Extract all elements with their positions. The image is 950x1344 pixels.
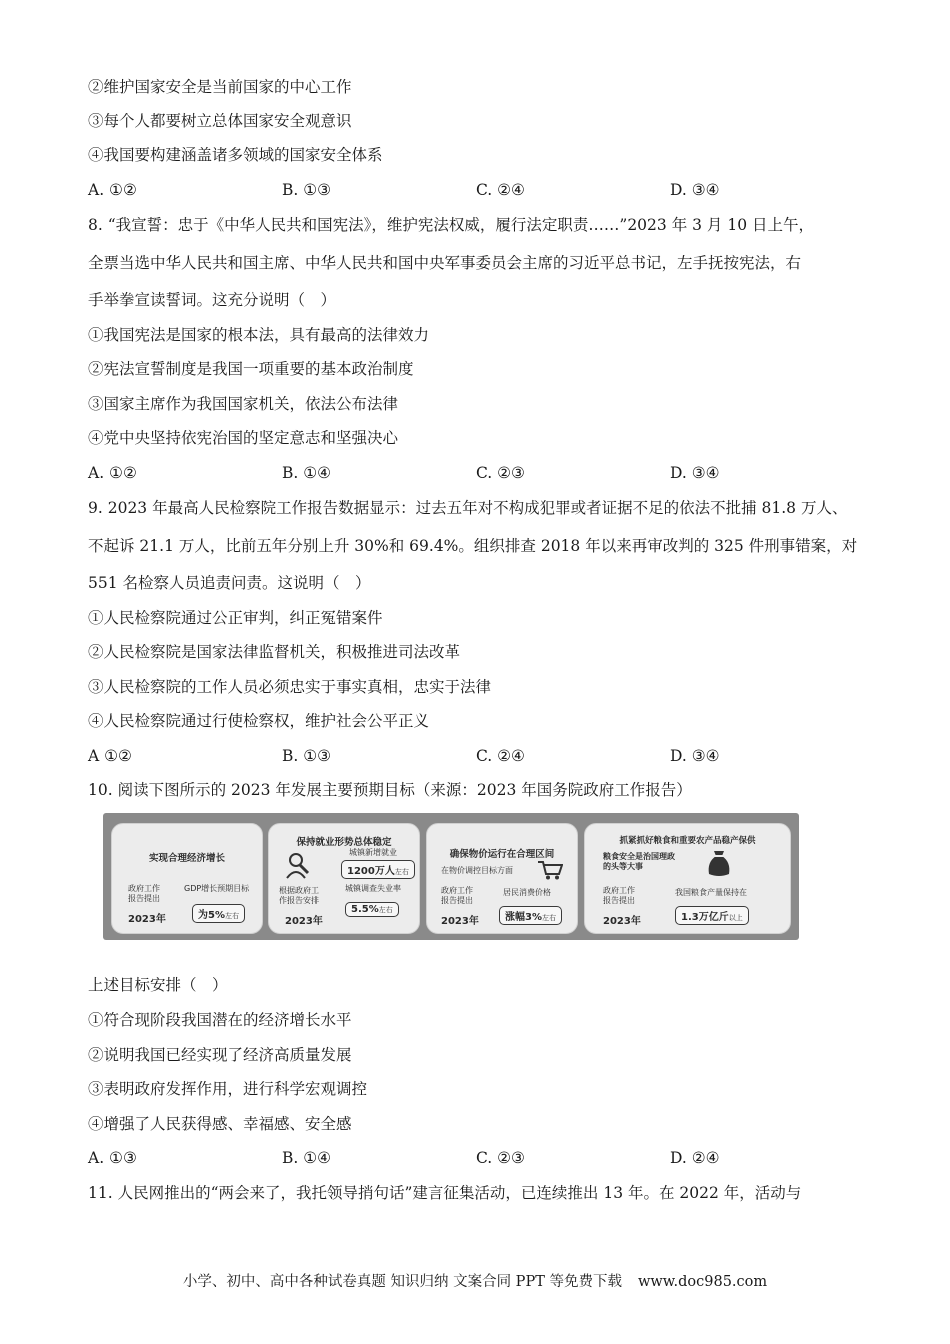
card-unit-2: 左右 xyxy=(378,906,393,914)
page-footer xyxy=(0,1270,950,1291)
footer-url[interactable]: www.doc985.com xyxy=(637,1274,768,1290)
question-7-statement-3: ③每个人都要树立总体国家安全观意识 xyxy=(88,112,352,130)
option-c: C. ②④ xyxy=(476,747,525,765)
shopping-cart-icon xyxy=(537,860,563,880)
card-unit: 以上 xyxy=(728,914,743,922)
card-metric: GDP增长预期目标 xyxy=(184,884,250,893)
card-unit: 左右 xyxy=(394,868,409,876)
card-metric: 居民消费价格 xyxy=(503,888,551,897)
development-targets-infographic xyxy=(103,813,799,940)
card-left-label: 政府工作 报告提出 xyxy=(441,886,473,905)
question-10-statement-4: ④增强了人民获得感、幸福感、安全感 xyxy=(88,1115,352,1133)
card-left-label: 政府工作 报告提出 xyxy=(128,884,160,903)
question-8-statement-1: ①我国宪法是国家的根本法，具有最高的法律效力 xyxy=(88,326,430,344)
card-year: 2023年 xyxy=(285,916,323,927)
target-card-grain xyxy=(584,823,791,934)
question-8-stem-line-1: 8. “我宣誓：忠于《中华人民共和国宪法》，维护宪法权威，履行法定职责……”2023 年 3 月 10 日上午， xyxy=(88,216,814,234)
card-year: 2023年 xyxy=(441,916,479,927)
option-d: D. ③④ xyxy=(670,181,720,199)
option-b: B. ①③ xyxy=(282,181,332,199)
option-a: A. ①② xyxy=(88,181,137,199)
target-card-growth xyxy=(111,823,263,934)
question-11-stem-line-1: 11. 人民网推出的“两会来了，我托领导捎句话”建言征集活动，已连续推出 13 年。在 2022 年，活动与 xyxy=(88,1184,802,1202)
card-value-badge xyxy=(675,906,749,925)
question-9-statement-1: ①人民检察院通过公正审判，纠正冤错案件 xyxy=(88,609,383,627)
question-9-stem-line-3: 551 名检察人员追责问责。这说明（ ） xyxy=(88,574,371,592)
card-title: 确保物价运行在合理区间 xyxy=(449,849,555,860)
card-top-right: 城镇新增就业 xyxy=(349,848,397,857)
footer-text: 小学、初中、高中各种试卷真题 知识归纳 文案合同 PPT 等免费下载 xyxy=(182,1274,622,1290)
card-year: 2023年 xyxy=(128,914,166,925)
card-value: 1.3万亿斤 xyxy=(681,912,729,923)
question-10-stem: 10. 阅读下图所示的 2023 年发展主要预期目标（来源：2023 年国务院政府工作报告） xyxy=(88,781,692,799)
question-8-stem-line-3: 手举拳宣读誓词。这充分说明（ ） xyxy=(88,291,337,309)
card-title: 实现合理经济增长 xyxy=(148,853,225,864)
grain-sack-icon xyxy=(705,848,733,878)
card-subtitle: 粮食安全是治国理政 的头等大事 xyxy=(603,852,675,871)
option-d: D. ③④ xyxy=(670,747,720,765)
target-card-prices xyxy=(426,823,578,934)
question-10-statement-1: ①符合现阶段我国潜在的经济增长水平 xyxy=(88,1011,352,1029)
magnifier-person-icon xyxy=(283,850,317,880)
question-9-statement-4: ④人民检察院通过行使检察权，维护社会公平正义 xyxy=(88,712,430,730)
card-value: 涨幅3% xyxy=(505,912,542,923)
card-subtitle: 在物价调控目标方面 xyxy=(441,866,513,875)
question-9-statement-2: ②人民检察院是国家法律监督机关，积极推进司法改革 xyxy=(88,643,461,661)
question-9-statement-3: ③人民检察院的工作人员必须忠实于事实真相，忠实于法律 xyxy=(88,678,492,696)
option-d: D. ②④ xyxy=(670,1149,720,1167)
card-left-label: 根据政府工 作报告安排 xyxy=(279,886,319,905)
question-10-statement-2: ②说明我国已经实现了经济高质量发展 xyxy=(88,1046,352,1064)
card-title: 保持就业形势总体稳定 xyxy=(296,837,392,848)
card-value-2: 5.5% xyxy=(351,904,379,915)
question-8-statement-4: ④党中央坚持依宪治国的坚定意志和坚强决心 xyxy=(88,429,399,447)
option-a: A ①② xyxy=(88,747,132,765)
option-b: B. ①④ xyxy=(282,464,332,482)
card-value: 为5% xyxy=(198,910,225,921)
option-b: B. ①③ xyxy=(282,747,332,765)
card-value-badge xyxy=(341,860,415,879)
card-title: 抓紧抓好粮食和重要农产品稳产保供 xyxy=(619,836,756,846)
target-card-employment xyxy=(268,823,420,934)
question-8-stem-line-2: 全票当选中华人民共和国主席、中华人民共和国中央军事委员会主席的习近平总书记，左手抚按宪法，右 xyxy=(88,254,802,272)
card-value-2-badge xyxy=(345,902,399,917)
card-year: 2023年 xyxy=(603,916,641,927)
card-metric-2: 城镇调查失业率 xyxy=(345,884,401,893)
option-c: C. ②④ xyxy=(476,181,525,199)
card-metric: 我国粮食产量保持在 xyxy=(675,888,747,897)
card-value: 1200万人 xyxy=(347,866,395,877)
card-left-label: 政府工作 报告提出 xyxy=(603,886,635,905)
card-value-badge xyxy=(192,904,245,923)
card-value-badge xyxy=(499,906,562,925)
question-10-statement-3: ③表明政府发挥作用，进行科学宏观调控 xyxy=(88,1080,368,1098)
option-a: A. ①③ xyxy=(88,1149,137,1167)
question-8-statement-3: ③国家主席作为我国国家机关，依法公布法律 xyxy=(88,395,399,413)
question-7-statement-2: ②维护国家安全是当前国家的中心工作 xyxy=(88,78,352,96)
option-b: B. ①④ xyxy=(282,1149,332,1167)
question-9-stem-line-2: 不起诉 21.1 万人，比前五年分别上升 30%和 69.4%。组织排查 2018 年以来再审改判的 325 件刑事错案，对 xyxy=(88,537,858,555)
card-unit: 左右 xyxy=(224,912,239,920)
question-10-prompt: 上述目标安排（ ） xyxy=(88,976,228,994)
question-7-statement-4: ④我国要构建涵盖诸多领域的国家安全体系 xyxy=(88,146,383,164)
question-8-statement-2: ②宪法宣誓制度是我国一项重要的基本政治制度 xyxy=(88,360,414,378)
option-c: C. ②③ xyxy=(476,464,525,482)
card-unit: 左右 xyxy=(541,914,556,922)
option-d: D. ③④ xyxy=(670,464,720,482)
option-c: C. ②③ xyxy=(476,1149,525,1167)
question-9-stem-line-1: 9. 2023 年最高人民检察院工作报告数据显示：过去五年对不构成犯罪或者证据不足的依法不批捕 81.8 万人、 xyxy=(88,499,848,517)
option-a: A. ①② xyxy=(88,464,137,482)
